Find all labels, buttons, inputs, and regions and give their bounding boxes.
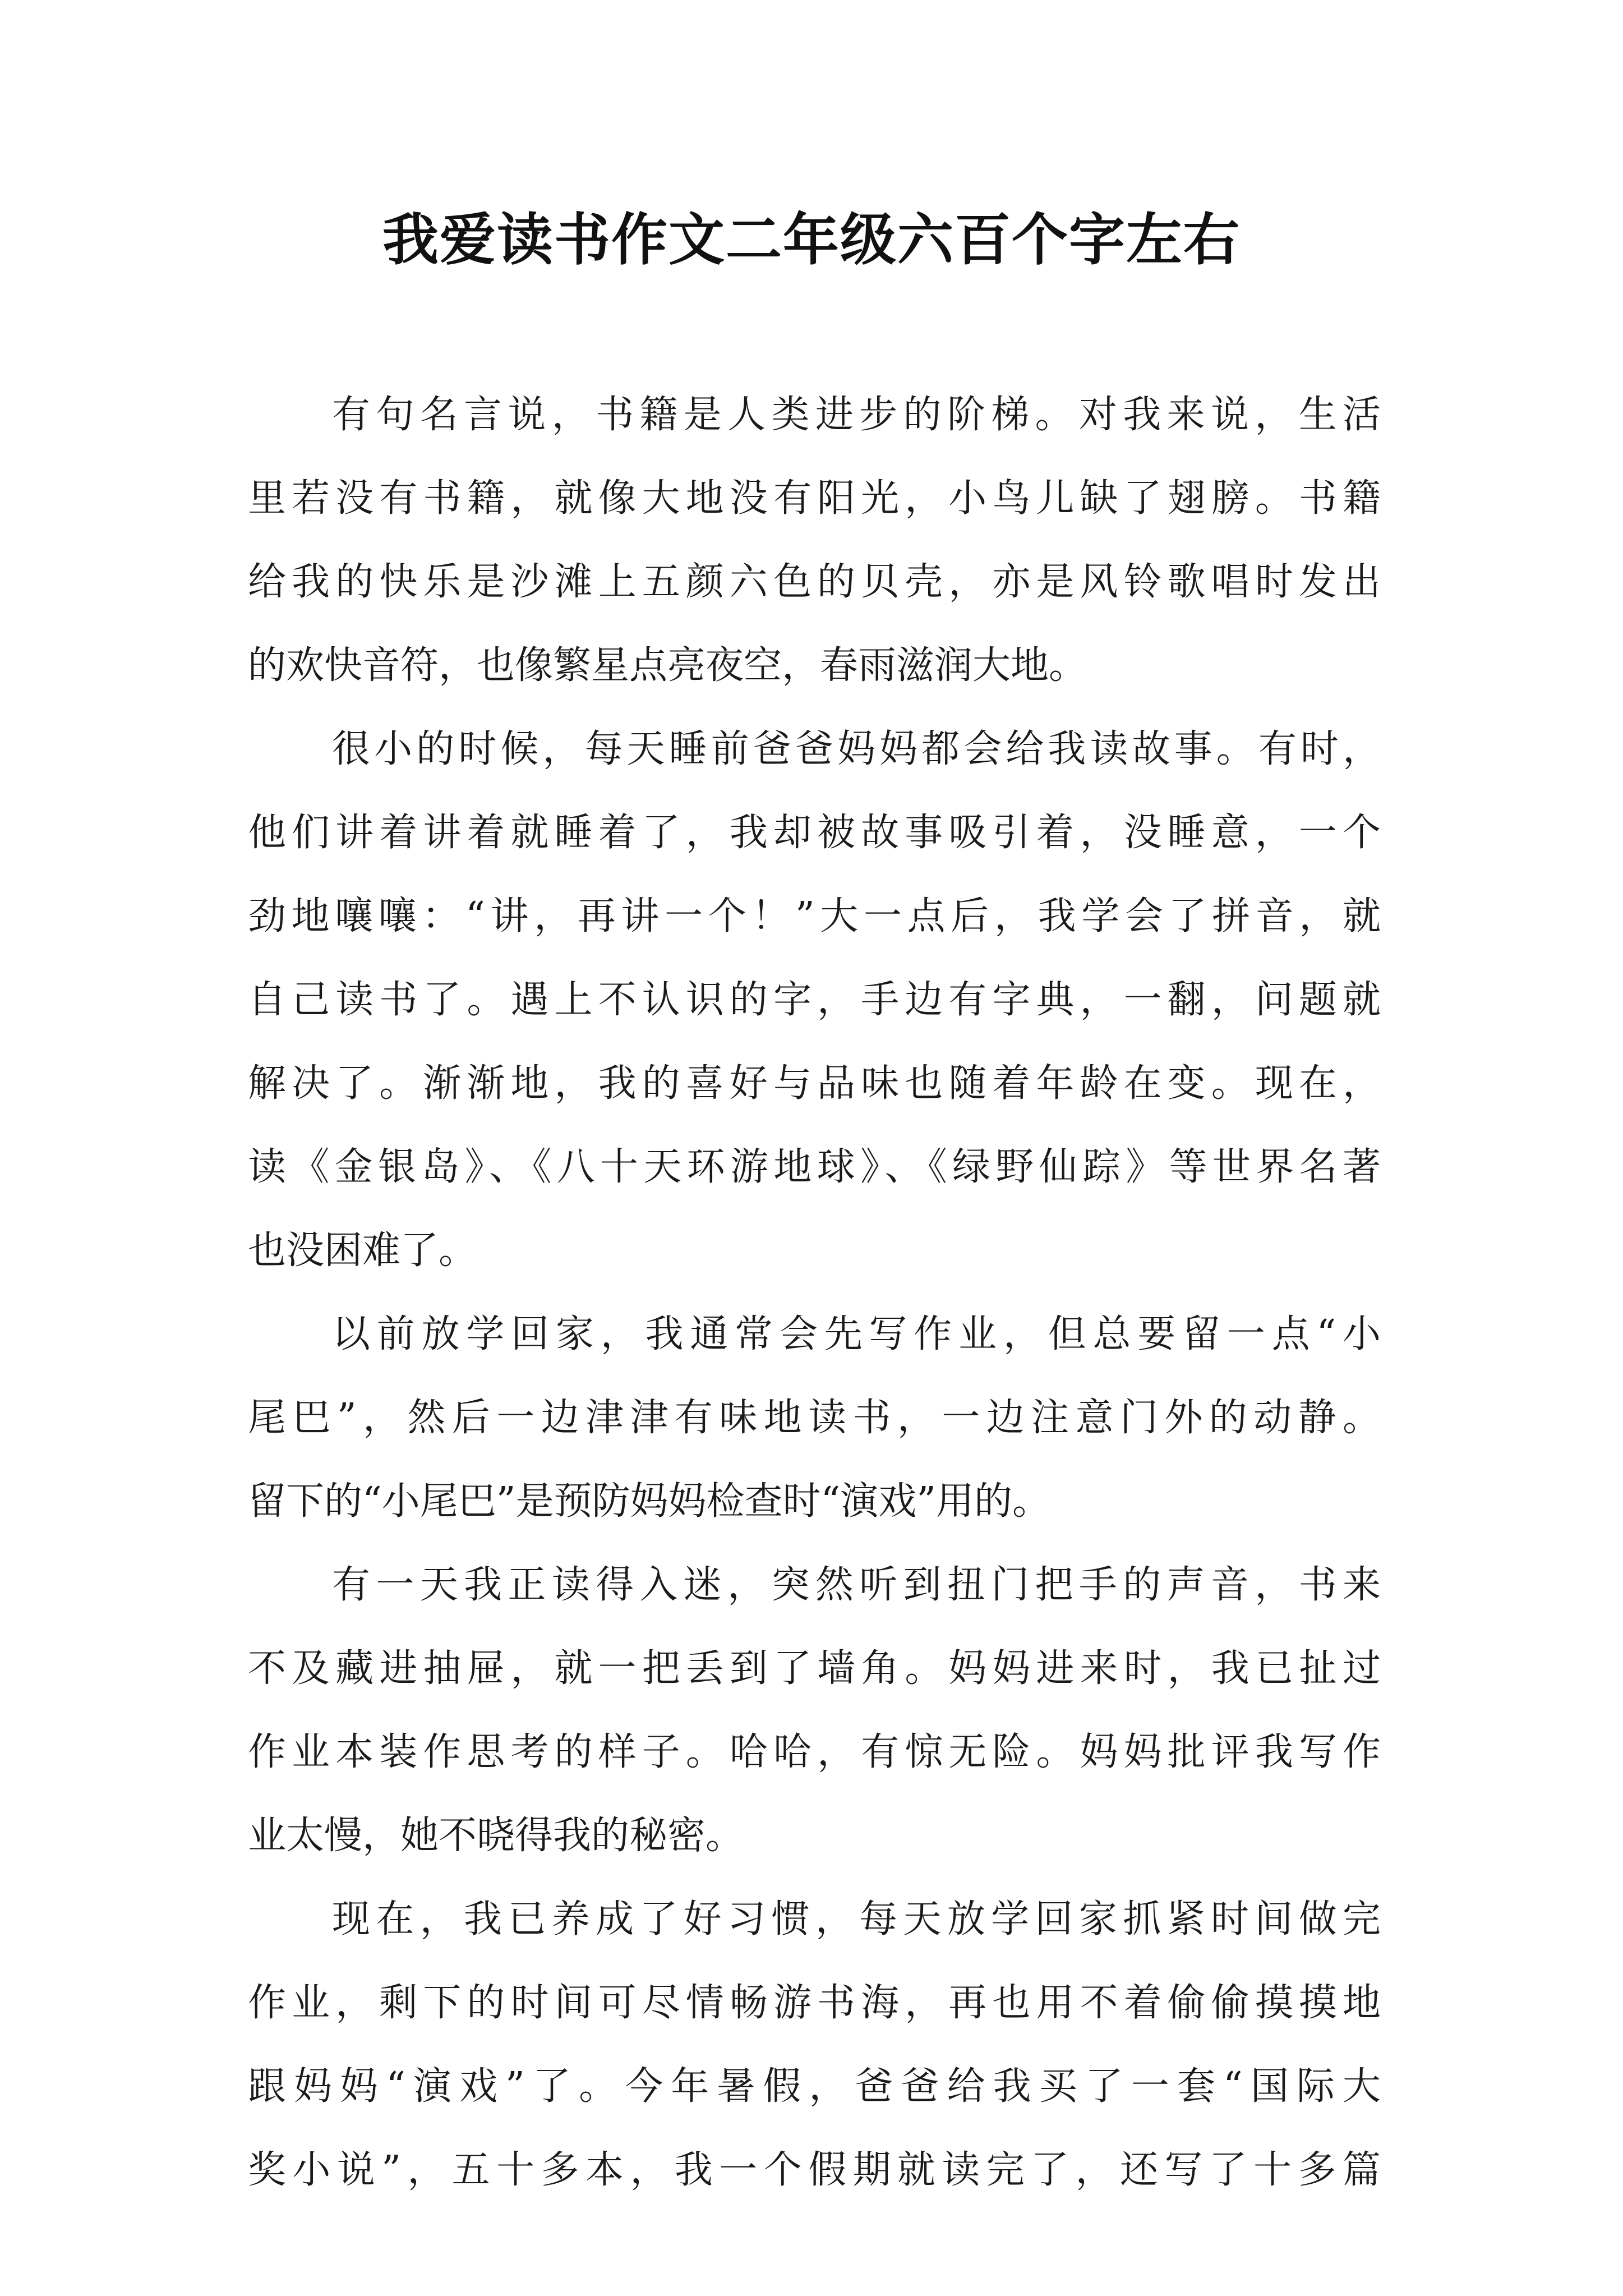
paragraph-2-line-3: 劲地嚷嚷：“讲，再讲一个！”大一点后，我学会了拼音，就 — [248, 894, 1381, 938]
paragraph-3-line-2: 尾巴”，然后一边津津有味地读书，一边注意门外的动静。 — [248, 1396, 1381, 1440]
paragraph-1-line-1: 有句名言说，书籍是人类进步的阶梯。对我来说，生活 — [332, 393, 1381, 437]
paragraph-2-line-7: 也没困难了。 — [248, 1228, 477, 1273]
paragraph-3-line-3: 留下的“小尾巴”是预防妈妈检查时“演戏”用的。 — [248, 1479, 1051, 1524]
paragraph-3-line-1: 以前放学回家，我通常会先写作业，但总要留一点“小 — [332, 1312, 1381, 1356]
paragraph-2-line-5: 解决了。渐渐地，我的喜好与品味也随着年龄在变。现在， — [248, 1061, 1381, 1106]
paragraph-2-line-6: 读《金银岛》、《八十天环游地球》、《绿野仙踪》等世界名著 — [248, 1145, 1381, 1189]
paragraph-1-line-3: 给我的快乐是沙滩上五颜六色的贝壳，亦是风铃歌唱时发出 — [248, 560, 1381, 604]
paragraph-2-line-1: 很小的时候，每天睡前爸爸妈妈都会给我读故事。有时， — [332, 727, 1381, 771]
paragraph-5-line-2: 作业，剩下的时间可尽情畅游书海，再也用不着偷偷摸摸地 — [248, 1981, 1381, 2025]
paragraph-4-line-4: 业太慢，她不晓得我的秘密。 — [248, 1814, 744, 1858]
paragraph-1-line-4: 的欢快音符，也像繁星点亮夜空，春雨滋润大地。 — [248, 643, 1087, 688]
paragraph-5-line-1: 现在，我已养成了好习惯，每天放学回家抓紧时间做完 — [332, 1897, 1381, 1941]
paragraph-5-line-3: 跟妈妈“演戏”了。今年暑假，爸爸给我买了一套“国际大 — [248, 2064, 1381, 2109]
paragraph-5-line-4: 奖小说”，五十多本，我一个假期就读完了，还写了十多篇 — [248, 2148, 1381, 2192]
paragraph-4-line-3: 作业本装作思考的样子。哈哈，有惊无险。妈妈批评我写作 — [248, 1730, 1381, 1774]
essay-body — [248, 373, 1381, 2212]
paragraph-1-line-2: 里若没有书籍，就像大地没有阳光，小鸟儿缺了翅膀。书籍 — [248, 476, 1381, 521]
paragraph-4-line-2: 不及藏进抽屉，就一把丢到了墙角。妈妈进来时，我已扯过 — [248, 1646, 1381, 1691]
document-title: 我爱读书作文二年级六百个字左右 — [382, 206, 1241, 273]
paragraph-4-line-1: 有一天我正读得入迷，突然听到扭门把手的声音，书来 — [332, 1563, 1381, 1607]
paragraph-2-line-2: 他们讲着讲着就睡着了，我却被故事吸引着，没睡意，一个 — [248, 811, 1381, 855]
paragraph-2-line-4: 自己读书了。遇上不认识的字，手边有字典，一翻，问题就 — [248, 978, 1381, 1022]
